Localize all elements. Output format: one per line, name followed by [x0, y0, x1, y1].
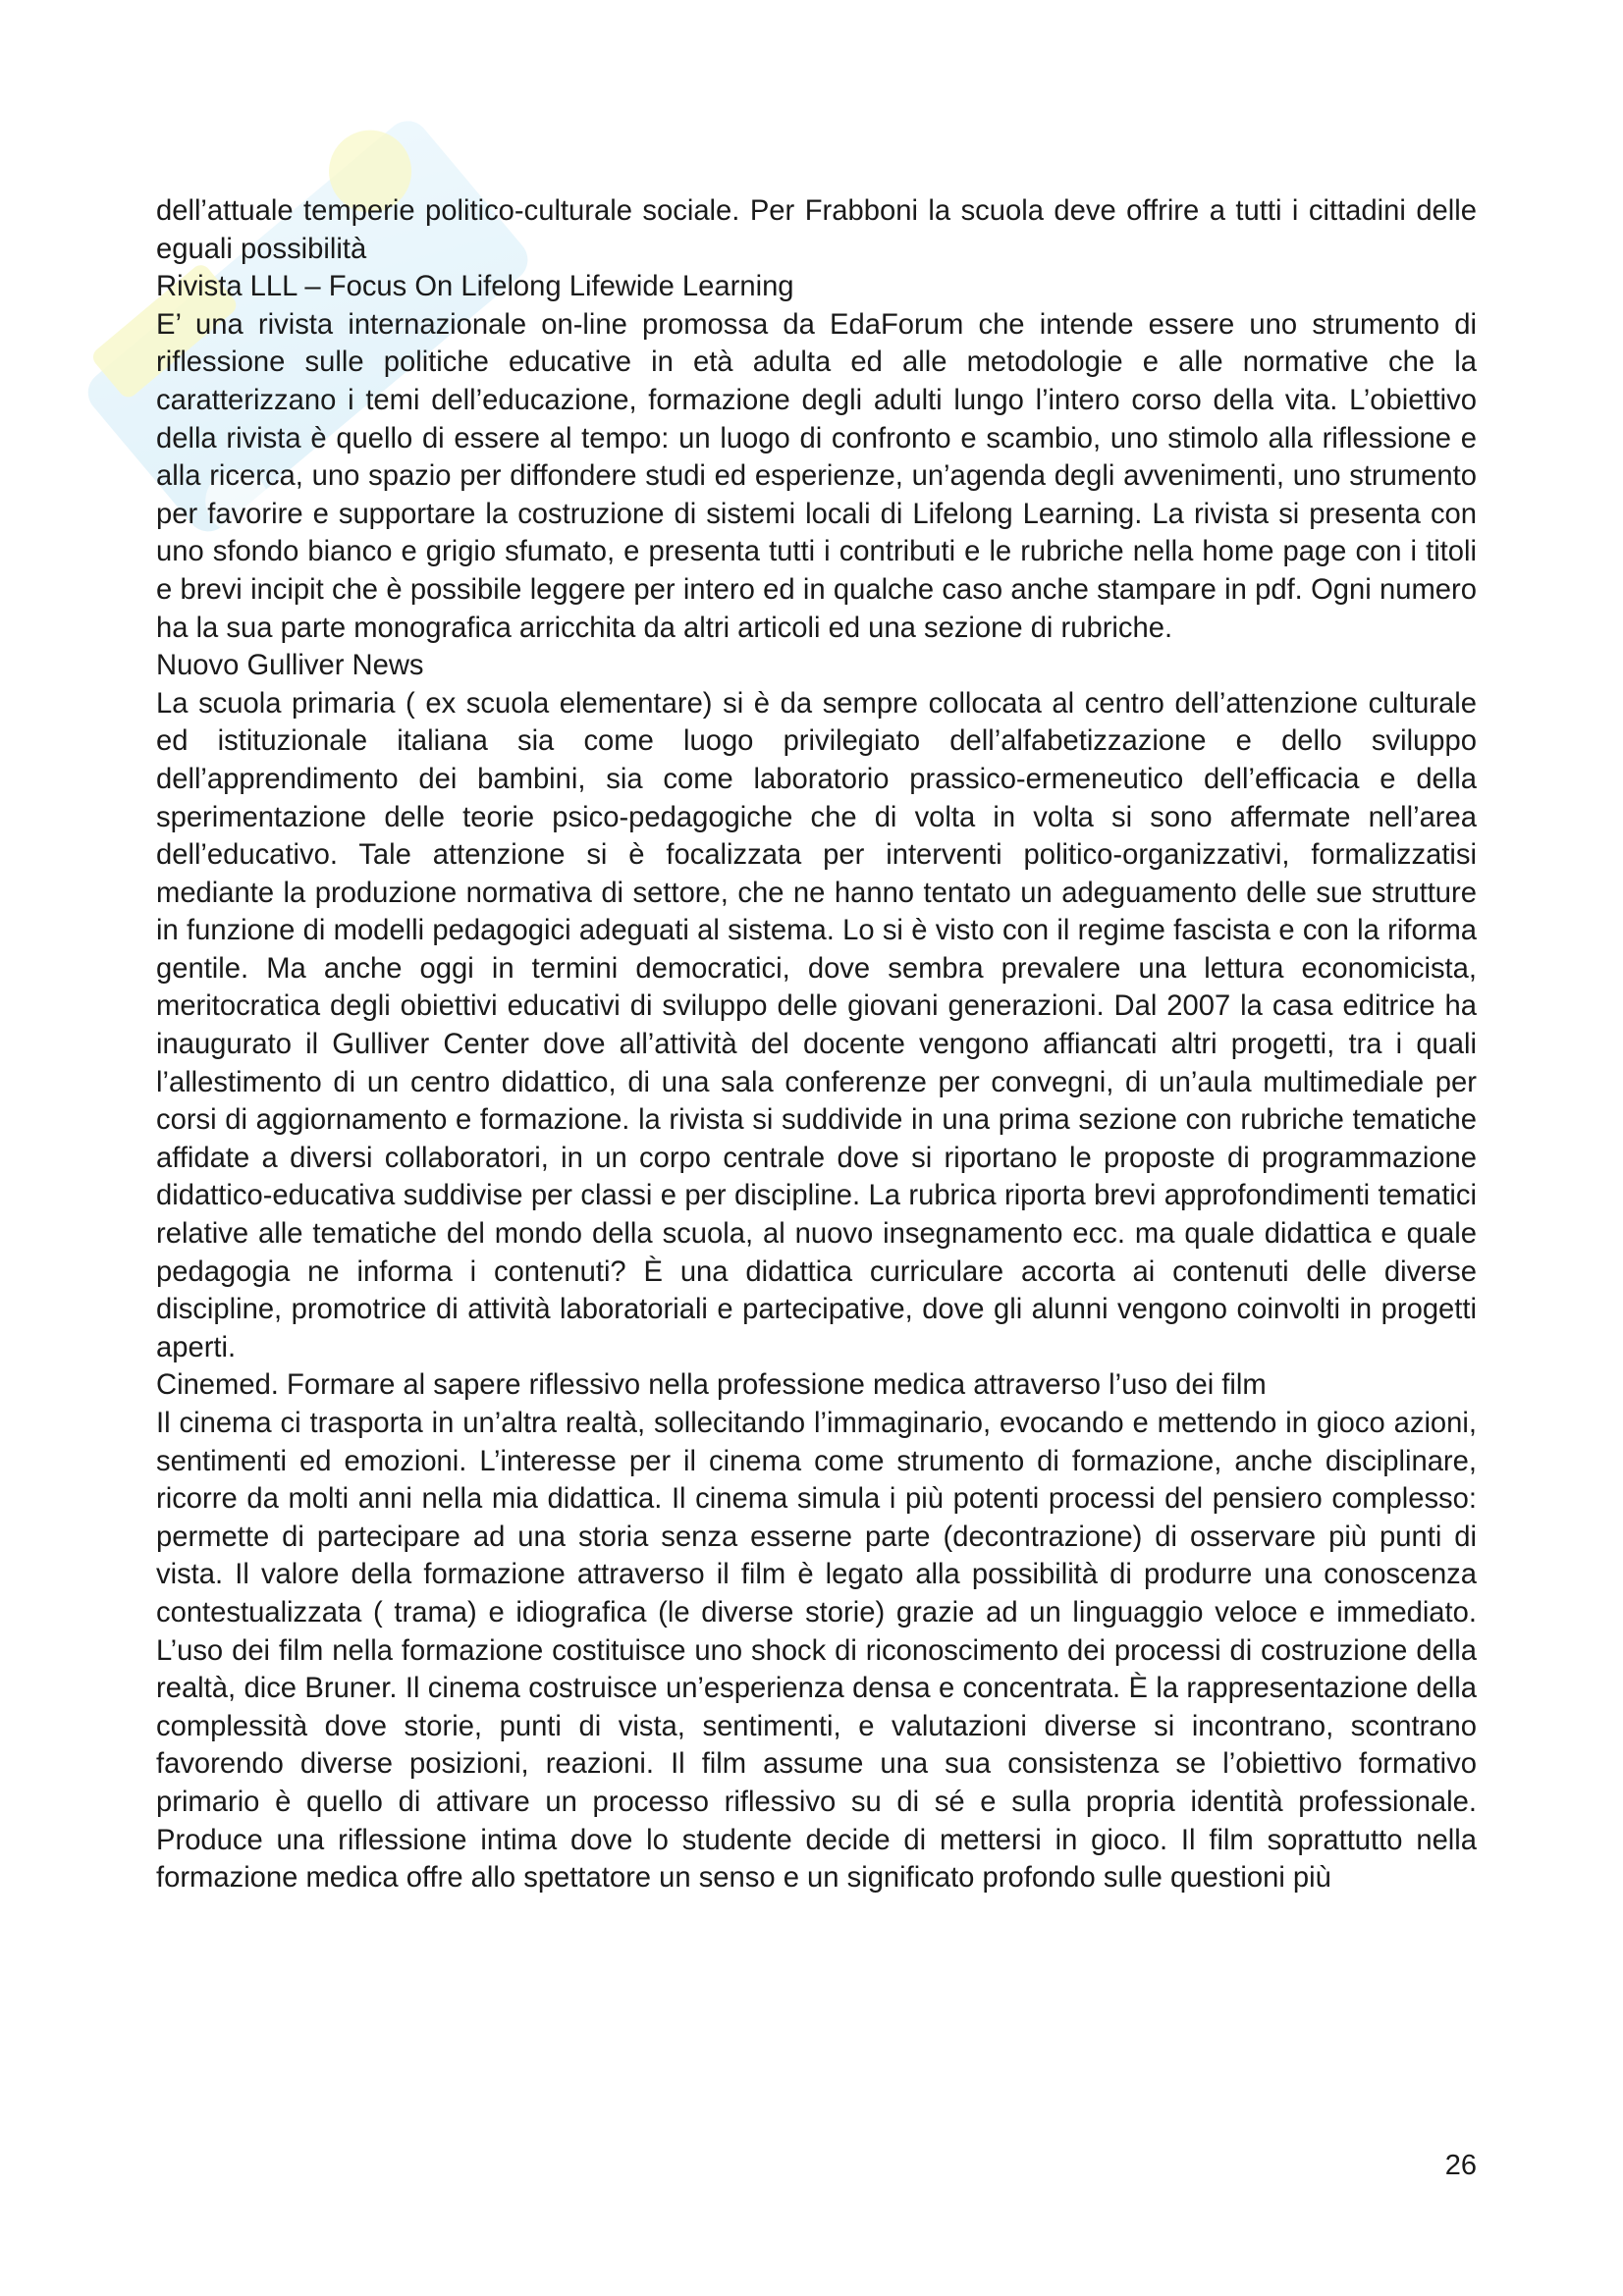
- section-heading-nuovo-gulliver: Nuovo Gulliver News: [156, 650, 424, 682]
- paragraph-rivista-lll: E’ una rivista internazionale on-line promossa da EdaForum che intende essere uno strumento di riflessione sulle politiche educative in età adulta ed alle metodologie e alle normative che la caratterizzano i temi dell’educazione, formazione degli adulti lungo l’intero corso della vita. L’obiettivo della rivista è quello di essere al tempo: un luogo di confronto e scambio, uno stimolo alla riflessione e alla ricerca, uno spazio per diffondere studi ed esperienze, un’agenda degli avvenimenti, uno strumento per favorire e supportare la costruzione di sistemi locali di Lifelong Learning. La rivista si presenta con uno sfondo bianco e grigio sfumato, e presenta tutti i contributi e le rubriche nella home page con i titoli e brevi incipit che è possibile leggere per intero ed in qualche caso anche stampare in pdf. Ogni numero ha la sua parte monografica arricchita da altri articoli ed una sezione di rubriche.: [156, 308, 1477, 644]
- page-number: 26: [1444, 2150, 1477, 2181]
- section-heading-rivista-lll: Rivista LLL – Focus On Lifelong Lifewide Learning: [156, 271, 794, 303]
- paragraph-cinemed: Il cinema ci trasporta in un’altra realtà, sollecitando l’immaginario, evocando e mettendo in gioco azioni, sentimenti ed emozioni. L’interesse per il cinema come strumento di formazione, anche disciplinare, ricorre da molti anni nella mia didattica. Il cinema simula i più potenti processi del pensiero complesso: permette di partecipare ad una storia senza esserne parte (decontrazione) di osservare più punti di vista. Il valore della formazione attraverso il film è legato alla possibilità di produrre una conoscenza contestualizzata ( trama) e idiografica (le diverse storie) grazie ad un linguaggio veloce e immediato. L’uso dei film nella formazione costituisce uno shock di riconoscimento dei processi di costruzione della realtà, dice Bruner. Il cinema costruisce un’esperienza densa e concentrata. È la rappresentazione della complessità dove storie, punti di vista, sentimenti, e valutazioni diverse si incontrano, scontrano favorendo diverse posizioni, reazioni. Il film assume una sua consistenza se l’obiettivo formativo primario è quello di attivare un processo riflessivo su di sé e sulla propria identità professionale. Produce una riflessione intima dove lo studente decide di mettersi in gioco. Il film soprattutto nella formazione medica offre allo spettatore un senso e un significato profondo sulle questioni più: [156, 1408, 1477, 1895]
- paragraph-continuation: dell’attuale temperie politico-culturale sociale. Per Frabboni la scuola deve offrire a tutti i cittadini delle eguali possibilità: [156, 195, 1477, 265]
- paragraph-nuovo-gulliver: La scuola primaria ( ex scuola elementare) si è da sempre collocata al centro dell’attenzione culturale ed istituzionale italiana sia come luogo privilegiato dell’alfabetizzazione e dello sviluppo dell’apprendimento dei bambini, sia come laboratorio prassico-ermeneutico dell’efficacia e della sperimentazione delle teorie psico-pedagogiche che di volta in volta si sono affermate nell’area dell’educativo. Tale attenzione si è focalizzata per interventi politico-organizzativi, formalizzatisi mediante la produzione normativa di settore, che ne hanno tentato un adeguamento delle sue strutture in funzione di modelli pedagogici adeguati al sistema. Lo si è visto con il regime fascista e con la riforma gentile. Ma anche oggi in termini democratici, dove sembra prevalere una lettura economicista, meritocratica degli obiettivi educativi di sviluppo delle giovani generazioni. Dal 2007 la casa editrice ha inaugurato il Gulliver Center dove all’attività del docente vengono affiancati altri progetti, tra i quali l’allestimento di un centro didattico, di una sala conferenze per convegni, di un’aula multimediale per corsi di aggiornamento e formazione. la rivista si suddivide in una prima sezione con rubriche tematiche affidate a diversi collaboratori, in un corpo centrale dove si riportano le proposte di programmazione didattico-educativa suddivise per classi e per discipline. La rubrica riporta brevi approfondimenti tematici relative alle tematiche del mondo della scuola, al nuovo insegnamento ecc. ma quale didattica e quale pedagogia ne informa i contenuti? È una didattica curriculare accorta ai contenuti delle diverse discipline, promotrice di attività laboratoriali e partecipative, dove gli alunni vengono coinvolti in progetti aperti.: [156, 687, 1477, 1363]
- body-text: [156, 192, 1477, 1897]
- section-heading-cinemed: Cinemed. Formare al sapere riflessivo nella professione medica attraverso l’uso dei film: [156, 1369, 1267, 1402]
